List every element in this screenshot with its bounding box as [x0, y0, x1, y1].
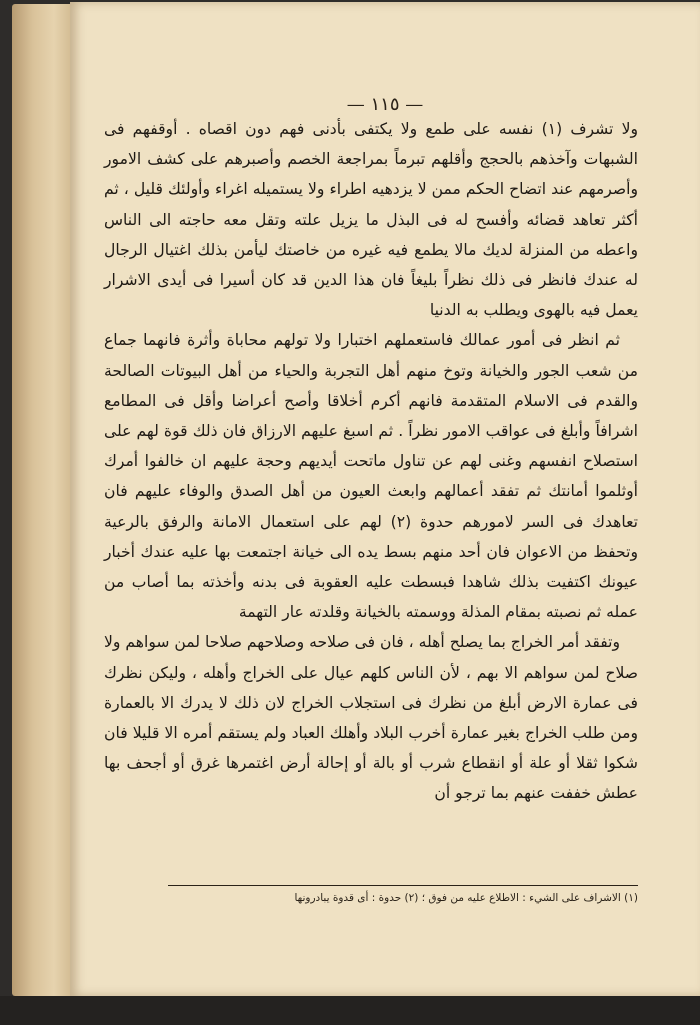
footnote: (١) الاشراف على الشيء : الاطلاع عليه من فوق ؛ (٢) حدوة : أى قدوة يبادرونها: [294, 892, 638, 904]
paragraph: ثم انظر فى أمور عمالك فاستعملهم اختبارا ولا تولهم محاباة وأثرة فانهما جماع من شعب الجور والخيانة وتوخ منهم أهل التجربة والحياء من أهل البيوتات الصالحة والقدم فى الاسلام المتقدمة فانهم أكرم أخلاقا وأصح أعراضا وأقل فى المطامع اشرافاً وأبلغ فى عواقب الامور نظراً . ثم اسبغ عليهم الارزاق فان ذلك قوة لهم على استصلاح انفسهم وغنى لهم عن تناول ماتحت أيديهم وحجة عليهم ان خالفوا أمرك أوثلموا أمانتك ثم تفقد أعمالهم وابعث العيون من أهل الصدق والوفاء عليهم فان تعاهدك فى السر لامورهم حدوة (٢) لهم على استعمال الامانة والرفق بالرعية وتحفظ من الاعوان فان أحد منهم بسط يده الى خيانة اجتمعت بها عليه عندك أخبار عيونك اكتفيت بذلك شاهدا فبسطت عليه العقوبة فى بدنه وأخذته بما أصاب من عمله ثم نصبته بمقام المذلة ووسمته بالخيانة وقلدته عار التهمة: [104, 331, 638, 622]
page-number: — ١١٥ —: [346, 94, 424, 115]
body-text: [104, 114, 638, 809]
footnote-divider: [168, 885, 638, 886]
book-cover-bottom: [0, 996, 700, 1025]
paragraph: ولا تشرف (١) نفسه على طمع ولا يكتفى بأدنى فهم دون اقصاه . أوقفهم فى الشبهات وآخذهم بالحجج وأقلهم تبرماً بمراجعة الخصم وأصبرهم على كشف الامور وأصرمهم عند اتضاح الحكم ممن لا يزدهيه اطراء ولا يستميله اغراء وأولئك قليل ، ثم أكثر تعاهد قضائه وأفسح له فى البذل ما يزيل علته وتقل معه حاجته الى الناس واعطه من المنزلة لديك مالا يطمع فيه غيره من خاصتك ليأمن بذلك اغتيال الرجال له عندك فانظر فى ذلك نظراً بليغاً فان هذا الدين قد كان أسيرا فى أيدى الاشرار يعمل فيه بالهوى ويطلب به الدنيا: [104, 120, 638, 320]
paragraph: وتفقد أمر الخراج بما يصلح أهله ، فان فى صلاحه وصلاحهم صلاحا لمن سواهم ولا صلاح لمن سواهم الا بهم ، لأن الناس كلهم عيال على الخراج وأهله ، وليكن نظرك فى عمارة الارض أبلغ من نظرك فى استجلاب الخراج لان ذلك لا يدرك الا بالعمارة ومن طلب الخراج بغير عمارة أخرب البلاد وأهلك العباد ولم يستقم أمره الا قليلا فان شكوا ثقلا أو علة أو انقطاع شرب أو بالة أو إحالة أرض اغتمرها غرق أو أجحف بها عطش خففت عنهم بما ترجو أن: [104, 633, 638, 803]
book-page-edges: [12, 4, 72, 996]
